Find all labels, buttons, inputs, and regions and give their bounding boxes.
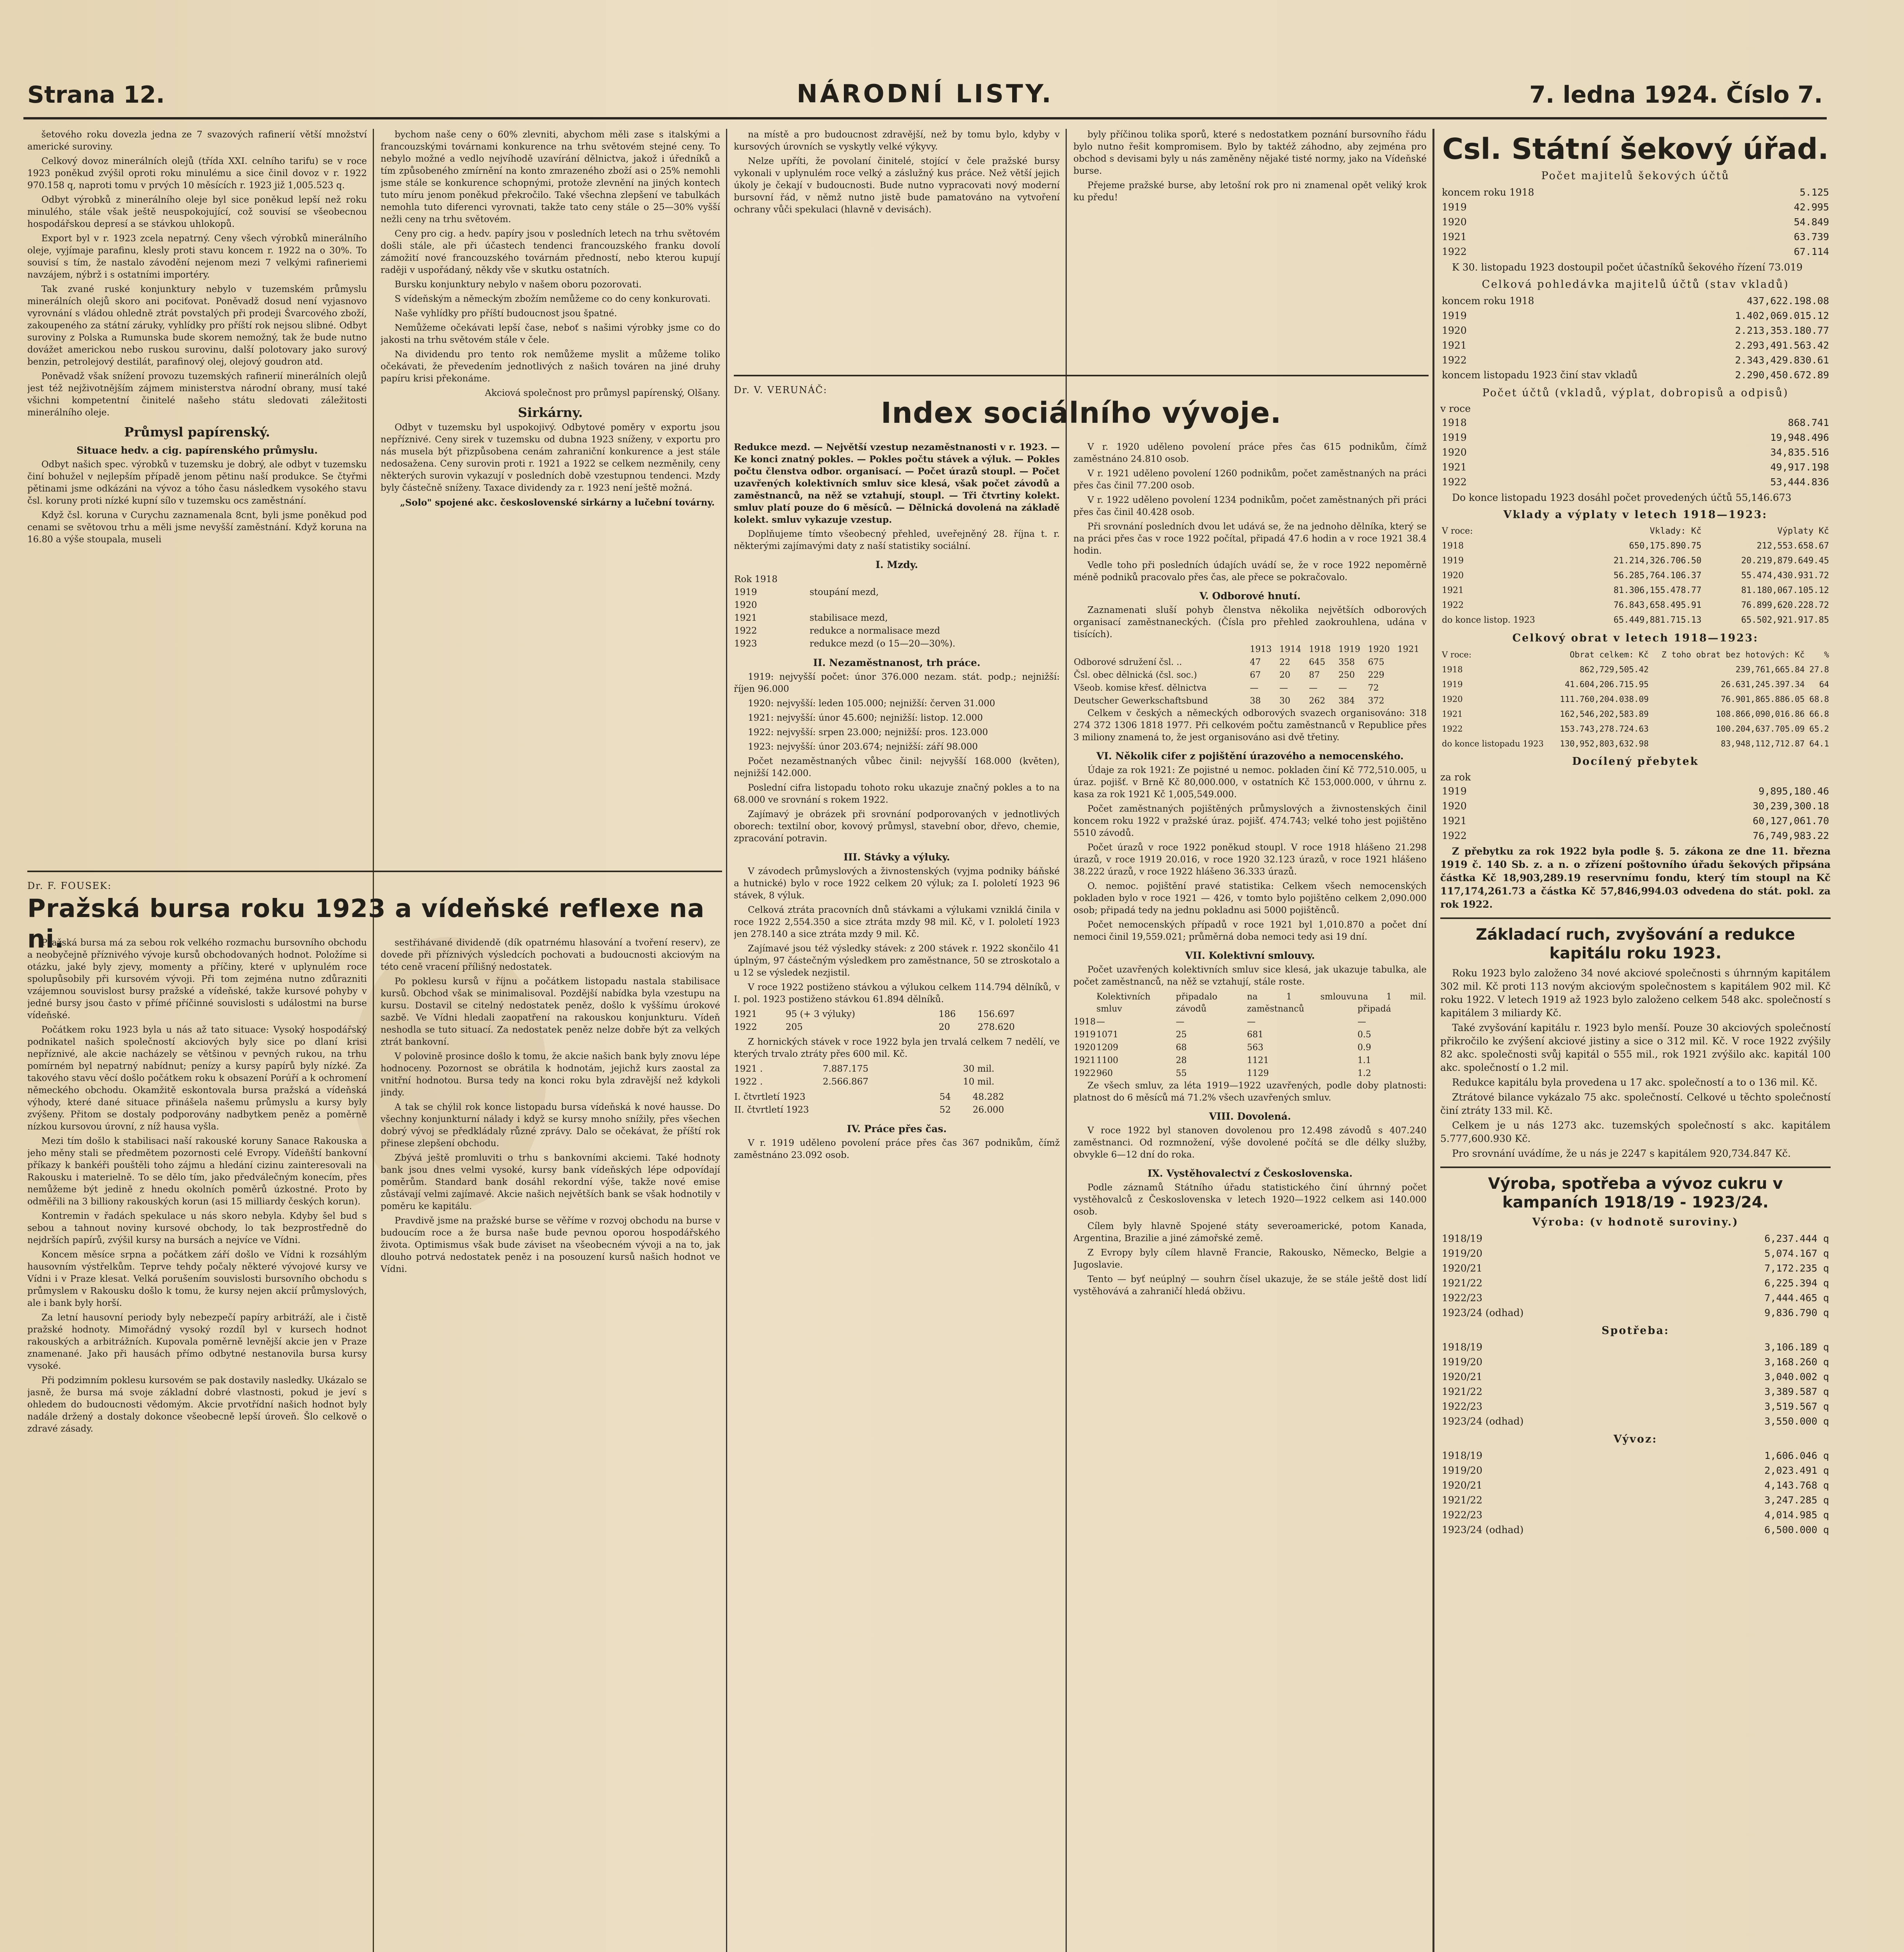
article-paragraph: V roce 1922 byl stanoven dovolenou pro 12.498 závodů s 407.240 zaměstnanci. Od rozmnožení, výše dovolené počítá se dle délky služby, obvykle 6—12 dní do roka. [1073, 1126, 1427, 1160]
article-paragraph: Přejeme pražské burse, aby letošní rok pro ni znamenal opět veliký krok ku předu! [1073, 180, 1427, 203]
table-row: 1919 42.995 [1442, 201, 1829, 213]
page-number: Strana 12. [27, 81, 165, 109]
article-paragraph: bychom naše ceny o 60% zlevniti, abychom měli zase s italskými a francouzskými továrnami konkurence na trhu světovém stejné ceny. To nebylo možné a vedlo nejvíhodě uzavírání dělnictva, jakož i úředníků a tím způsobeného zmírnění na konto zmrazeného zboží asi o 25% nemohli jsme stále se konkurence schopnými, protože zlevnění na jiných kontech tuto míru jenom poněkud překročilo. Také všechna zlepšení ve tabulkách nemohla tuto diferenci vyrovnati, takže tato ceny stále o 25—30% vyšší nežli ceny na trhu světovém. [381, 130, 720, 224]
table-row: 1920 34,835.516 [1442, 447, 1829, 458]
table-row: 1919 1071 25 681 0.5 [1074, 1030, 1371, 1040]
stats-subheading: Celkový obrat v letech 1918—1923: [1512, 632, 1759, 644]
article-paragraph: Zajímavé jsou též výsledky stávek: z 200 stávek r. 1922 skončilo 41 úplným, 97 částečným výsledkem pro zaměstnance, 50 se ztroskotalo a u 12 se výsledek nezjistil. [734, 944, 1060, 978]
stats-label: v roce [1440, 403, 1471, 414]
table-row: koncem listopadu 1923 činí stav vkladů 2.290,450.672.89 [1442, 369, 1829, 381]
article-paragraph: Koncem měsíce srpna a počátkem září došlo ve Vídni k rozsáhlým hausovním výstřelkům. Teprve tehdy počaly některé vývojové kursy ve Vídni i v Praze klesat. Velká porušením souvislosti bursovního obchodu s průmyslem v Rakousku došlo k tomu, že kursy nejen akcií průmyslových, ale i bank byly horší. [27, 1250, 367, 1308]
quarterly-table [734, 1091, 1060, 1117]
table-row: I. čtvrtletí 1923 54 48.282 [734, 1092, 1004, 1102]
article-paragraph: Počátkem roku 1923 byla u nás až tato situace: Vysoký hospodářský podnikatel našich společností akciových byly sice po dlaní krisi nepříznivé, ale akcie nacházely se většinou v pevných rukou, na trhu pomírném byl nepatrný nabídnut; penízy a kursy papírů byly nízké. Za takového stavu věcí došlo počátkem roku k obsazení Porúří a k ochromení německého obchodu. Okamžitě eskontovala bursa pražská a vídeňská výhody, které dané situace přinášela našemu průmyslu a kursy byly zvýšeny. Přitom se dostaly podporovány nadbytkem peněz a poměrně nízkou kursovou úrovní, z níž hausa vyšla. [27, 1025, 367, 1132]
section-heading: VIII. Dovolená. [1209, 1111, 1291, 1122]
article-paragraph: Bursku konjunktury nebylo v našem oboru pozorovati. [395, 280, 642, 290]
article-paragraph: Nemůžeme očekávati lepší čase, neboť s našimi výrobky jsme co do jakosti na trhu světovém stále v čele. [381, 323, 720, 345]
section-divider [1440, 1167, 1831, 1168]
stats-subheading: Výroba: (v hodnotě suroviny.) [1532, 1216, 1739, 1228]
table-row: 1919/20 5,074.167 q [1442, 1248, 1829, 1259]
table-row: 1919 1.402,069.015.12 [1442, 310, 1829, 321]
article-author: Dr. F. FOUSEK: [27, 880, 112, 891]
article-paragraph: Při srovnání posledních dvou let udává se, že na jednoho dělníka, který se na práci přes čas v roce 1922 počítal, připadá 47.6 hodin a v roce 1921 38.4 hodin. [1073, 522, 1427, 556]
article-paragraph: Doplňujeme tímto všeobecný přehled, uveřejněný 28. října t. r. některými zajímavými daty z naší statistiky sociální. [734, 529, 1060, 551]
table-row: 1921 60,127,061.70 [1442, 815, 1829, 826]
article-paragraph: Odbyt našich spec. výrobků v tuzemsku je dobrý, ale odbyt v tuzemsku činí bohužel v nejlepším případě jenom pětinu naší produkce. Se čtyřmi pětinami jsme odkázáni na vývoz a tóho času následkem vysokého stavu čsl. koruny proti nízké kupní sílo v tuzemsku ocs zaměstnání. [27, 460, 367, 506]
table-row: 1920/21 7,172.235 q [1442, 1263, 1829, 1274]
table-row: 1920 30,239,300.18 [1442, 800, 1829, 812]
sugar-export-table [1440, 1448, 1831, 1537]
article-paragraph: Poslední cifra listopadu tohoto roku ukazuje značný pokles a to na 68.000 ve srovnání s rokem 1922. [734, 783, 1060, 805]
sugar-consumption-table [1440, 1340, 1831, 1429]
stats-title: Csl. Státní šekový úřad. [1442, 132, 1829, 166]
table-row: 1922/23 7,444.465 q [1442, 1292, 1829, 1304]
section-heading: II. Nezaměstnanost, trh práce. [813, 657, 980, 668]
table-row: 1921 63.739 [1442, 231, 1829, 242]
article-paragraph: V závodech průmyslových a živnostenských (vyjma podniky báňské a hutnické) bylo v roce 1922 celkem 20 výluk; za I. pololetí 1923 96 stávek, 8 výluk. [734, 866, 1060, 901]
section-headline: Základací ruch, zvyšování a redukce kapitálu roku 1923. [1475, 926, 1795, 962]
article-paragraph: byly příčinou tolika sporů, které s nedostatkem poznání bursovního řádu bylo nutno řešit kompromisem. Bylo by taktéž záhodno, aby zejména pro obchod s devisami byly u nás zaměněny nějaké tisté normy, jako na Vídeňské burse. [1073, 130, 1427, 176]
article-paragraph: 1922: nejvyšší: srpen 23.000; nejnižší: pros. 123.000 [748, 727, 988, 737]
table-row: 1921 . 7.887.175 30 mil. [734, 1064, 995, 1074]
table-row: Rok 1918 [734, 574, 778, 584]
table-row: 1921 49,917.198 [1442, 461, 1829, 473]
article-paragraph: V r. 1919 uděleno povolení práce přes čas 367 podnikům, čímž zaměstnáno 23.092 osob. [734, 1138, 1060, 1160]
stats-column [1440, 129, 1831, 1537]
article-paragraph: Roku 1923 bylo založeno 34 nové akciové společnosti s úhrnným kapitálem 302 mil. Kč proti 113 novým akciovým společnostem s kapitálem 902 mil. Kč roku 1922. V letech 1919 až 1923 bylo založeno celkem 548 akc. společností s kapitálem 3 miliardy Kč. [1440, 967, 1831, 1019]
article-paragraph: Tento — byť neúplný — souhrn čísel ukazuje, že se stále ještě dost lidí vystěhovává a zahraničí hledá obživu. [1073, 1274, 1427, 1297]
table-row: II. čtvrtletí 1923 52 26.000 [734, 1105, 1004, 1115]
article-signature: „Solo" spojené akc. československé sirkárny a lučební továrny. [400, 497, 715, 508]
article-paragraph: šetového roku dovezla jedna ze 7 svazových rafinerií větší množství americké suroviny. [27, 130, 367, 152]
table-row: Čsl. obec dělnická (čsl. soc.) 67 20 87 250 229 [1074, 670, 1384, 680]
section-heading: I. Mzdy. [875, 559, 918, 570]
wages-table [734, 573, 1060, 650]
table-row: 1918/19 3,106.189 q [1442, 1341, 1829, 1353]
article-paragraph: 1919: nejvyšší počet: únor 376.000 nezam. stát. podp.; nejnižší: říjen 96.000 [734, 672, 1060, 694]
table-row: 1919 21.214,326.706.50 20.219,879.649.45 [1442, 556, 1829, 566]
stats-subheading: Počet majitelů šekových účtů [1541, 170, 1730, 182]
deposits-table [1440, 294, 1831, 383]
article-paragraph: Celkem je u nás 1273 akc. tuzemských společností s akc. kapitálem 5.777,600.930 Kč. [1440, 1120, 1831, 1144]
workdays-table [734, 1063, 1060, 1088]
article-headline: Pražská bursa roku 1923 a vídeňské reflexe na ni. [27, 894, 705, 954]
table-row: Všeob. komise křesť. dělnictva — — — — 72 [1074, 683, 1379, 693]
table-row: 1922 redukce a normalisace mezd [734, 626, 940, 636]
table-row: 1920/21 3,040.002 q [1442, 1371, 1829, 1382]
article-paragraph: Z hornických stávek v roce 1922 byla jen trvalá celkem 7 nedělí, ve kterých trvalo ztráty přes 600 mil. Kč. [734, 1037, 1060, 1059]
deposits-withdrawals-table [1440, 524, 1831, 628]
article-paragraph: Celková ztráta pracovních dnů stávkami a výlukami vzniklá činila v roce 1922 2,554.350 a sice ztráta mzdy 98 mil. Kč, v I. pololetí 1923 jen 278.140 a sice ztráta mzdy 9 mil. Kč. [734, 905, 1060, 939]
article-paragraph: na místě a pro budoucnost zdravější, než by tomu bylo, kdyby v kursových úrovních se vyskytly velké výkyvy. [734, 130, 1060, 152]
table-row: 1919/20 3,168.260 q [1442, 1356, 1829, 1368]
article-paragraph: Pro srovnání uvádíme, že u nás je 2247 s kapitálem 920,734.847 Kč. [1452, 1148, 1791, 1159]
article-paragraph: sestřihávané dividendě (dík opatrnému hlasování a tvoření reserv), ze dovede při příznivých výsledcích pochovati a budoucnosti akciovým na této ceně vracení přílišný nedostatek. [381, 938, 720, 972]
stats-subheading: Spotřeba: [1601, 1325, 1669, 1337]
index-header [734, 381, 1429, 439]
article-paragraph: Export byl v r. 1923 zcela nepatrný. Ceny všech výrobků minerálního oleje, vyjímaje parafinu, klesly proti stavu koncem r. 1922 na o 30%. To souvisí s tím, že nastalo závodění nejenom mezi 7 velkými rafineriemi navzájem, nýbrž i s ostatními importéry. [27, 233, 367, 280]
table-row: Deutscher Gewerkschaftsbund 38 30 262 384 372 [1074, 696, 1384, 706]
section-headline: Výroba, spotřeba a vývoz cukru v kampaních 1918/19 - 1923/24. [1488, 1175, 1783, 1211]
article-paragraph: Vedle toho při posledních údajích uvádí se, že v roce 1922 nepoměrně méně podniků pracovalo přes čas, ale přece se pokračovalo. [1073, 560, 1427, 582]
table-row: 1923/24 (odhad) 9,836.790 q [1442, 1307, 1829, 1318]
article-paragraph: Zbývá ještě promluviti o trhu s bankovními akciemi. Také hodnoty bank jsou dnes velmi vysoké, kursy bank vídeňských lépe odpovídají poměrům. Standard bank dosáhl rekordní výše, takže nové emise zůstávají velmi zajímavé. Akcie našich největších bank se však hodnotily v poměru ke kapitálu. [381, 1153, 720, 1211]
table-row: 1922 76,749,983.22 [1442, 830, 1829, 841]
table-row: 1923/24 (odhad) 6,500.000 q [1442, 1524, 1829, 1535]
article-paragraph: Počet nemocenských případů v roce 1921 byl 1,010.870 a počet dní nemoci činil 19,559.021; průměrná doba nemoci tedy asi 19 dní. [1073, 920, 1427, 942]
table-row: 1919 9,895,180.46 [1442, 785, 1829, 797]
column-3-top [734, 129, 1060, 371]
table-row: do konce listop. 1923 65.449,881.715.13 65.502,921.917.85 [1442, 615, 1829, 625]
article-paragraph: 1920: nejvyšší: leden 105.000; nejnižší: červen 31.000 [748, 698, 995, 709]
newspaper-title: NÁRODNÍ LISTY. [797, 80, 1053, 109]
transactions-table [1440, 415, 1831, 490]
table-row: 1922 2.343,429.830.61 [1442, 354, 1829, 366]
article-paragraph: Počet nezaměstnaných vůbec činil: nejvyšší 168.000 (květen), nejnižší 142.000. [734, 756, 1060, 778]
section-subheading: Situace hedv. a cig. papírenského průmyslu. [77, 445, 318, 456]
column-rule [726, 129, 727, 1952]
table-row: 1921 stabilisace mezd, [734, 613, 888, 623]
table-row: 1919 19,948.496 [1442, 432, 1829, 443]
section-heading: VI. Několik cifer z pojištění úrazového a nemocenského. [1096, 750, 1404, 762]
stats-label: za rok [1440, 771, 1471, 783]
column-rule [1432, 129, 1434, 1952]
table-row: 1921 162,546,202,583.89 108.866,090,016.86 66.8 [1442, 709, 1829, 719]
strikes-table [734, 1008, 1060, 1034]
article-paragraph: Při podzimním poklesu kursovém se pak dostavily nasledky. Ukázalo se jasně, že bursa má svoje základní dobré vlastnosti, pokud je jeví s ohledem do budoucnosti vědomým. Akcie prvotřídní našich hodnot byly nadále držený a dostaly dokonce všeobecně lepší úroveň. Šlo celkově o zdravé zásady. [27, 1375, 367, 1434]
table-row: 1920 1209 68 563 0.9 [1074, 1043, 1371, 1053]
article-paragraph: V r. 1922 uděleno povolení 1234 podnikům, počet zaměstnaných při práci přes čas činil 40.428 osob. [1073, 495, 1427, 517]
table-row: 1918 868.741 [1442, 417, 1829, 428]
article-paragraph: Tak zvané ruské konjunktury nebylo v tuzemském průmyslu minerálních olejů skoro ani pociťovat. Poněvadž dosud není vyjasnovo vyrovnání s vládou ohledně ztrát povstalých při prodeji Švarcového zboží, zakoupeného za státní záruky, vyhlídky pro příští rok nejsou slibné. Odbyt suroviny z Polska a Rumunska bude skorem nemožný, tak že bude nutno dovážet americkou nebo ruskou surovinu, další polotovary jako surový benzin, petrolejový destilát, parafinový olej, olejový goudron atd. [27, 284, 367, 367]
article-paragraph: Ze všech smluv, za léta 1919—1922 uzavřených, podle doby platnosti: platnost do 6 měsíců má 71.2% všech uzavřených smluv. [1073, 1081, 1427, 1103]
article-paragraph: Na dividendu pro tento rok nemůžeme myslit a můžeme toliko očekávati, že převedením jednotlivých z našich továren na jiné druhy papíru krisi překonáme. [381, 349, 720, 384]
table-header-row: V roce: Vklady: Kč Výplaty Kč [1442, 526, 1829, 536]
section-heading: IX. Vystěhovalectví z Československa. [1147, 1168, 1353, 1179]
stats-subheading: Celková pohledávka majitelů účtů (stav vkladů) [1482, 278, 1789, 290]
article-paragraph: Podle záznamů Státního úřadu statistického činí úhrnný počet vystěhovalců z Československa v letech 1920—1922 celkem asi 140.000 osob. [1073, 1183, 1427, 1217]
column-2-bursa [381, 937, 720, 1952]
table-row: 1920/21 4,143.768 q [1442, 1480, 1829, 1491]
article-paragraph: V r. 1920 uděleno povolení práce přes čas 615 podnikům, čímž zaměstnáno 24.810 osob. [1073, 442, 1427, 464]
table-row: 1922 960 55 1129 1.2 [1074, 1069, 1371, 1078]
issue-date: 7. ledna 1924. Číslo 7. [1529, 81, 1823, 109]
table-row: 1918/19 6,237.444 q [1442, 1233, 1829, 1244]
article-paragraph: Redukce kapitálu byla provedena u 17 akc. společností a to o 136 mil. Kč. [1452, 1077, 1818, 1088]
table-row: 1920 56.285,764.106.37 55.474,430.931.72 [1442, 571, 1829, 581]
table-row: 1918/19 1,606.046 q [1442, 1450, 1829, 1461]
column-4-index [1073, 441, 1427, 1952]
article-paragraph: Počet uzavřených kolektivních smluv sice klesá, jak ukazuje tabulka, ale počet zaměstnanců, na něž se vztahují, stále roste. [1073, 965, 1427, 987]
article-paragraph: Pražská bursa má za sebou rok velkého rozmachu bursovního obchodu a neobyčejně příznivého vývoje kursů obchodovaných hodnot. Položíme si otázku, jaké byly zjevy, momenty a příčiny, které v uplynulém roce spolupůsobily při kursovém vývoji. Při tom zejména nutno zdůrazniti vzájemnou souvislost bursy pražské a vídeňské, takže kursové pohyby v jedné bursy jsou často v přímé příčinné souvislosti s událostmi na burse vídeňské. [27, 938, 367, 1021]
section-heading: Průmysl papírenský. [124, 424, 270, 440]
bursa-header [27, 876, 722, 954]
masthead [23, 74, 1827, 119]
sugar-production-table [1440, 1231, 1831, 1320]
table-row: 1921 95 (+ 3 výluky) 186 156.697 [734, 1009, 1015, 1019]
column-rule [373, 129, 374, 1952]
table-row: 1922/23 3,519.567 q [1442, 1401, 1829, 1412]
article-headline: Index sociálního vývoje. [881, 396, 1282, 430]
table-row: 1922 . 2.566.867 10 mil. [734, 1077, 995, 1087]
table-row: 1920 2.213,353.180.77 [1442, 325, 1829, 336]
section-divider [734, 375, 1429, 376]
stats-note: Z přebytku za rok 1922 byla podle §. 5. zákona ze dne 11. března 1919 č. 140 Sb. z. a n. o zřízení poštovního úřadu šekových připsána částka Kč 18,903,289.19 reservnímu fondu, který tím stoupl na Kč 117,174,261.73 a částka Kč 57,846,994.03 odvedena do stát. pokl. za rok 1922. [1440, 846, 1831, 910]
article-paragraph: Údaje za rok 1921: Ze pojistné u nemoc. pokladen činí Kč 772,510.005, u úraz. pojišť. v Brně Kč 80,000.000, v ostatních Kč 153,000.000, v úhrnu z. kasa za rok 1921 Kč 1,005,549.000. [1073, 765, 1427, 800]
stats-subheading: Vklady a výplaty v letech 1918—1923: [1503, 509, 1768, 521]
section-heading: Sirkárny. [518, 405, 583, 420]
table-row: 1922/23 4,014.985 q [1442, 1509, 1829, 1521]
article-paragraph: Když čsl. koruna v Curychu zaznamenala 8cnt, byli jsme poněkud pod cenami se světovou trhu a měli jsme nevyšší zaměstnání. Když koruna na 16.80 a výše stoupala, museli [27, 510, 367, 545]
article-paragraph: Celkový dovoz minerálních olejů (třída XXI. celního tarifu) se v roce 1923 poněkud zvýšil oproti roku minulému a sice činil dovoz v r. 1922 970.158 q, naproti tomu v prvých 10 měsících r. 1923 již 1,005.523 q. [27, 156, 367, 191]
table-row: 1918 650,175.890.75 212,553.658.67 [1442, 541, 1829, 551]
table-row: 1919 41.604,206.715.95 26.631,245.397.34 64 [1442, 680, 1829, 689]
column-4-top [1073, 129, 1427, 371]
section-heading: VII. Kolektivní smlouvy. [1185, 950, 1315, 961]
table-header-row: Kolektivních smluv připadalo závodů na 1 smlouvu zaměstnanců na 1 mil. připadá [1096, 992, 1426, 1014]
article-paragraph: Poněvadž však snížení provozu tuzemských rafinerií minerálních olejů jest též nejživotnějším zájmem ministerstva národní obrany, musí také všichni kompetentní činitelé našeho státu sledovati záležitosti minerálního oleje. [27, 371, 367, 418]
article-paragraph: Naše vyhlídky pro příští budoucnost jsou špatné. [395, 308, 617, 319]
table-row: 1919/20 2,023.491 q [1442, 1465, 1829, 1476]
article-paragraph: A tak se chýlil rok konce listopadu bursa vídeňská k nové hausse. Do všechny konjunkturní nálady i když se kursy mnoho snížily, přes všechen dobrý vývoj se předkládaly různé zprávy. Dalo se očekávat, že příští rok přinese zlepšení obchodu. [381, 1102, 720, 1149]
table-row: 1921 1100 28 1121 1.1 [1074, 1056, 1371, 1065]
stats-subheading: Docílený přebytek [1572, 755, 1699, 768]
article-summary: Redukce mezd. — Největší vzestup nezaměstnanosti v r. 1923. — Ke konci znatný pokles. — Pokles počtu stávek a výluk. — Pokles počtu členstva odbor. organisací. — Počet úrazů stoupl. — Počet uzavřených kolektivních smluv sice klesá, však počet závodů a zaměstnanců, na něž se vztahují, stoupl. — Tři čtvrtiny kolekt. smluv platí pouze do 6 měsíců. — Dělnická dovolená na základě kolekt. smluv vykazuje vzestup. [734, 442, 1060, 525]
article-paragraph: 1921: nejvyšší: únor 45.600; nejnižší: listop. 12.000 [748, 713, 983, 723]
accounts-count-table [1440, 185, 1831, 259]
section-heading: III. Stávky a výluky. [843, 851, 950, 863]
article-paragraph: Nelze upříti, že povolaní činitelé, stojící v čele pražské bursy vykonali v uplynulém roce velký a záslužný kus práce. Než větší jejich úkoly je čekají v budoucnosti. Bude nutno vypracovati nový moderní bursovní řád, v němž nutno jistě bude pamatováno na vytvoření ochrany vůči spekulaci (hlavně v devisách). [734, 156, 1060, 215]
stats-subheading: Počet účtů (vkladů, výplat, dobropisů a odpisů) [1482, 387, 1789, 399]
table-row: 1918 862,729,505.42 239,761,665.84 27.8 [1442, 665, 1829, 674]
table-row: 1923 redukce mezd (o 15—20—30%). [734, 639, 956, 649]
article-paragraph: Po poklesu kursů v říjnu a počátkem listopadu nastala stabilisace kursů. Obchod však se minimalisoval. Pozdější nabídka byla vzestupu na kursu. Dostavil se citelný nedostatek peněz, došlo k vyššímu úrokové sazbě. Ve Vídni hledali zaopatření na rakouskou konjunkturu. Vídeň neshodla se tuto situací. Za nedostatek peněz nelze dobře být za velkých ztrát bankovní. [381, 976, 720, 1047]
unions-table [1073, 643, 1427, 707]
turnover-table [1440, 647, 1831, 751]
table-row: koncem roku 1918 5.125 [1442, 187, 1829, 198]
article-paragraph: Odbyt v tuzemsku byl uspokojivý. Odbytové poměry v exportu jsou nepříznivé. Ceny sirek v tuzemsku od dubna 1923 sníženy, v exportu pro nás musela být přizpůsobena cenám zahraniční konkurence a jest stále nedosažena. Ceny surovin proti r. 1921 a 1922 se celkem nezměnily, ceny některých surovin vykazují v posledních době vzestupnou tendenci. Mzdy byly částečně sníženy. Taxace dividendy za r. 1923 není ještě možná. [381, 422, 720, 493]
article-paragraph: Kontremin v řadách spekulace u nás skoro nebyla. Kdyby šel bud s sebou a tahnout noviny kursové obchody, lo tak bezprostředně do nejdrších papírů, zvýšil kursy na bursách a nejvíce ve Vídni. [27, 1211, 367, 1245]
surplus-table [1440, 784, 1831, 843]
article-paragraph: O. nemoc. pojištění pravé statistika: Celkem všech nemocenských pokladen bylo v roce 1921 — 426, v tomto bylo pojištěno celkem 2,090.000 osob; připadá tedy na jednu pokladnu asi 5000 pojištěnců. [1073, 881, 1427, 915]
article-paragraph: Počet úrazů v roce 1922 poněkud stoupl. V roce 1918 hlášeno 21.298 úrazů, v roce 1919 20.016, v roce 1920 32.123 úrazů, v roce 1921 hlášeno 38.222 úrazů, v roce 1922 hlášeno 36.333 úrazů. [1073, 842, 1427, 877]
stats-note: Do konce listopadu 1923 dosáhl počet provedených účtů 55,146.673 [1452, 492, 1792, 503]
table-row: 1920 111.760,204.038.09 76.901,865.886.05 68.8 [1442, 695, 1829, 704]
table-row: 1920 54.849 [1442, 216, 1829, 228]
table-row: 1921/22 3,247.285 q [1442, 1494, 1829, 1506]
article-paragraph: Celkem v českých a německých odborových svazech organisováno: 318 274 372 1306 1818 1977. Při celkovém počtu zaměstnanců v Republice přes 3 miliony znamená to, že jest organisováno asi dvě třetiny. [1073, 708, 1427, 743]
table-row: 1918 — — — — [1074, 1017, 1366, 1027]
table-row: 1922 67.114 [1442, 246, 1829, 257]
article-paragraph: S vídeňským a německým zbožím nemůžeme co do ceny konkurovati. [395, 294, 711, 304]
article-author: Dr. V. VERUNÁČ: [734, 385, 827, 395]
article-paragraph: Odbyt výrobků z minerálního oleje byl sice poněkud lepší než roku minulého, stále však ještě neuspokojující, což souvisí se všeobecnou hospodářskou depresí a se stávkou uhlokopů. [27, 195, 367, 229]
table-row: 1922 76.843,658.495.91 76.899,620.228.72 [1442, 600, 1829, 610]
section-divider [27, 871, 722, 872]
column-2-top [381, 129, 720, 871]
table-header-row: V roce: Obrat celkem: Kč Z toho obrat bez hotových: Kč % [1442, 650, 1829, 659]
column-1-bursa [27, 937, 367, 1952]
table-row: Odborové sdružení čsl. .. 47 22 645 358 675 [1074, 657, 1384, 667]
column-3-index [734, 441, 1060, 1952]
article-paragraph: Cílem byly hlavně Spojené státy severoamerické, potom Kanada, Argentina, Brazilie a jiné zámořské země. [1073, 1221, 1427, 1243]
article-paragraph: V r. 1921 uděleno povolení 1260 podnikům, počet zaměstnaných na práci přes čas činil 77.200 osob. [1073, 468, 1427, 491]
table-header-row: 1913 1914 1918 1919 1920 1921 [1250, 645, 1420, 654]
table-row: do konce listopadu 1923 130,952,803,632.98 83,948,112,712.87 64.1 [1442, 739, 1829, 748]
article-paragraph: Ztrátové bilance vykázalo 75 akc. společností. Celkové u těchto společností činí ztráty 133 mil. Kč. [1440, 1092, 1831, 1116]
article-signature: Akciová společnost pro průmysl papírenský, Olšany. [485, 388, 720, 398]
article-paragraph: V roce 1922 postiženo stávkou a výlukou celkem 114.794 dělníků, v I. pol. 1923 postiženo stávkou 61.894 dělníků. [734, 982, 1060, 1004]
section-heading: V. Odborové hnutí. [1199, 590, 1301, 602]
table-row: 1922 205 20 278.620 [734, 1022, 1015, 1032]
table-row: 1921 2.293,491.563.42 [1442, 340, 1829, 351]
table-row: koncem roku 1918 437,622.198.08 [1442, 295, 1829, 306]
article-paragraph: V polovině prosince došlo k tomu, že akcie našich bank byly znovu lépe hodnoceny. Pozornost se obrátila k hodnotám, jejichž kurs zaostal za vnitřní hodnotou. Bursa tedy na konci roku byla zdravější než kdykoli jindy. [381, 1051, 720, 1098]
table-row: 1921/22 3,389.587 q [1442, 1386, 1829, 1397]
article-paragraph: Pravdivě jsme na pražské burse se věříme v rozvoj obchodu na burse v budoucím roce a že bursa naše bude pevnou oporou hospodářského života. Optimismus však bude záviset na všeobecném vývoji a na to, jak dlouho potrvá nedostatek peněz i na posouzení kursů našich hodnot ve Vídni. [381, 1216, 720, 1274]
article-paragraph: 1923: nejvyšší: únor 203.674; nejnižší: září 98.000 [748, 742, 978, 752]
section-divider [1440, 917, 1831, 919]
article-paragraph: Zaznamenati sluší pohyb členstva několika největších odborových organisací zaměstnaneckých. (Čísla pro přehled zaokrouhlena, udána v tisících). [1073, 605, 1427, 639]
article-paragraph: Mezi tím došlo k stabilisaci naší rakouské koruny Sanace Rakouska a jeho měny stali se předmětem pozornosti celé Evropy. Vídeňští bankovní příkazy k bankéři pouštěli toho zájmu a hledání cizinu zainteresovali na Rakousku i materielně. To se dělo tím, jako předválečným konecím, přes nemůžeme být jedině z hnedu okolních poměrů úzkostné. Proto by odměřili na 3 billiony rakouských korun (asi 15 milliardy českých korun). [27, 1136, 367, 1207]
article-paragraph: Za letní hausovní periody byly nebezpečí papíry arbitráží, ale i čistě pražské hodnoty. Mimořádný vysoký rozdíl byl v kursech hodnot rakouských a arbitrážních. Kupovala poměrně levnější akcie jen v Praze znamenané. Jako při hausách přímo odbytné nestanovila bursa kursy vysoké. [27, 1313, 367, 1371]
article-paragraph: Zajímavý je obrázek při srovnání podporovaných v jednotlivých oborech: textilní obor, kovový průmysl, stavební obor, dřevo, chemie, zpracování potravin. [734, 809, 1060, 844]
table-row: 1921 81.306,155.478.77 81.180,067.105.12 [1442, 586, 1829, 595]
table-row: 1920 [734, 600, 757, 610]
article-paragraph: Ceny pro cig. a hedv. papíry jsou v posledních letech na trhu světovém došli stále, ale při účastech tendenci francouzského franku dovolí zámožití nové francouzského továrnám předností, nebo kterou kupují raději v uspořádaný, někdy vše v skutku ostatních. [381, 229, 720, 275]
stats-note: K 30. listopadu 1923 dostoupil počet účastníků šekového řízení 73.019 [1452, 262, 1803, 273]
table-row: 1923/24 (odhad) 3,550.000 q [1442, 1416, 1829, 1427]
table-row: 1921/22 6,225.394 q [1442, 1277, 1829, 1289]
stats-subheading: Vývoz: [1613, 1433, 1658, 1445]
section-heading: IV. Práce přes čas. [847, 1123, 947, 1135]
article-paragraph: Z Evropy byly cílem hlavně Francie, Rakousko, Německo, Belgie a Jugoslavie. [1073, 1248, 1427, 1270]
table-row: 1922 53,444.836 [1442, 476, 1829, 488]
table-row: 1922 153.743,278.724.63 100.204,637.705.09 65.2 [1442, 724, 1829, 734]
contracts-table [1073, 990, 1427, 1080]
table-row: 1919 stoupání mezd, [734, 587, 879, 597]
article-paragraph: Také zvyšování kapitálu r. 1923 bylo menší. Pouze 30 akciových společností přikročilo ke zvýšení akciové jistiny a sice o 312 mil. Kč. V roce 1922 zvýšily 82 akc. společnosti svůj kapitál o 555 mil., rok 1921 zvýšilo akc. kapitál 100 akc. společností o 1.2 mil. [1440, 1022, 1831, 1073]
article-paragraph: Počet zaměstnaných pojištěných průmyslových a živnostenských činil koncem roku 1922 v pražské úraz. pojišť. 474.743; velké toho jest pojištěno 5510 závodů. [1073, 804, 1427, 838]
